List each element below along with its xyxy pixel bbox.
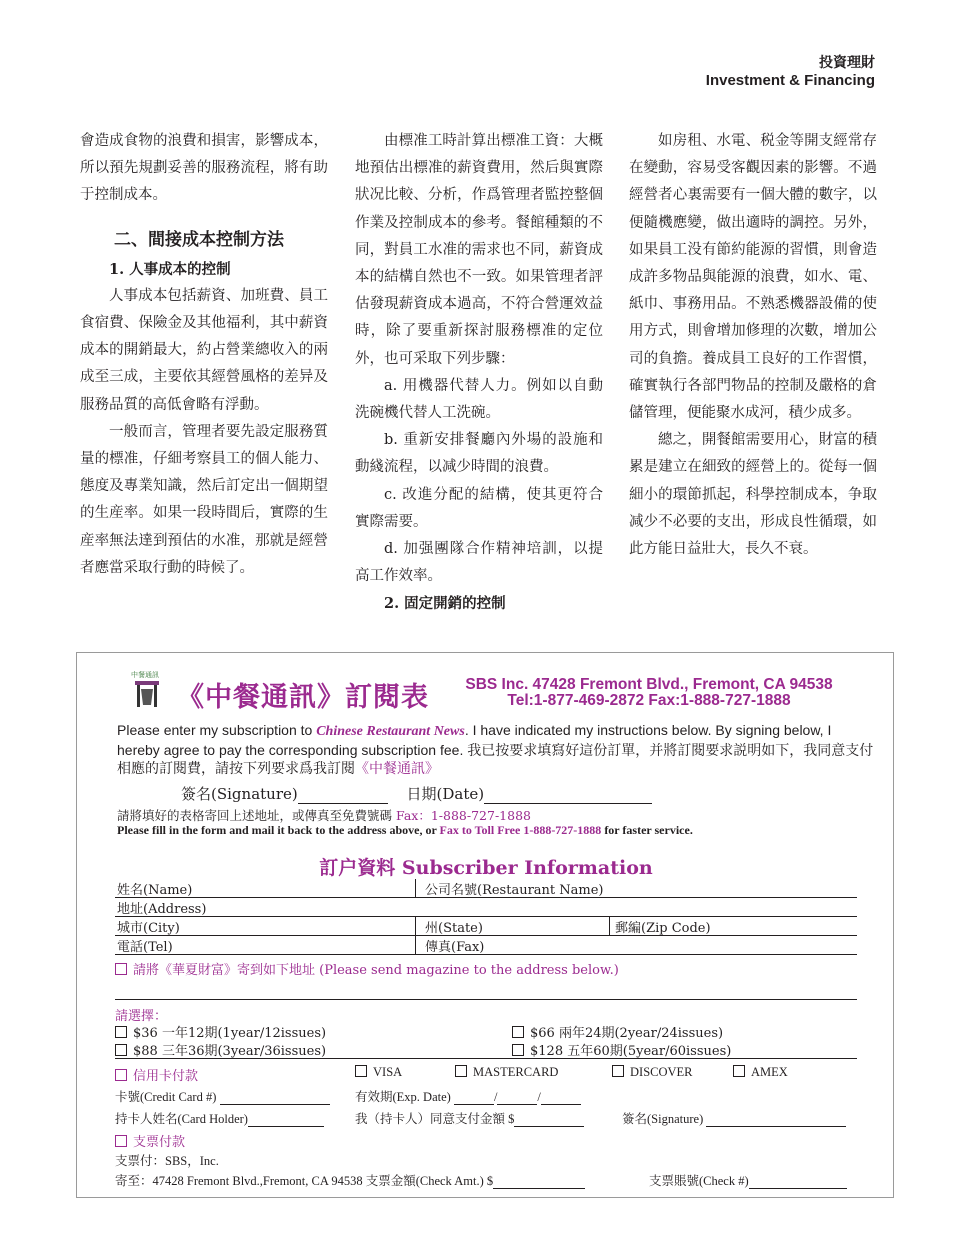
company-phone: Tel:1-877-469-2872 Fax:1-888-727-1888: [507, 692, 791, 709]
article-column-2: [355, 128, 603, 618]
mail-to-row: 寄至：47428 Fremont Blvd.,Fremont, CA 94538 支票金額(Check Amt.) $: [115, 1171, 585, 1189]
paragraph: b. 重新安排餐廳內外場的設施和動綫流程，以减少時間的浪費。: [355, 432, 603, 476]
intro-paragraph: Please enter my subscription to Chinese Restaurant News. I have indicated my instructions below. By signing below, I hereby agree to pay the corresponding subscription fee. 我已按要求填寫好這份訂單，并將訂閱要求説明如下，我同意支付相應的訂閱費，請按下列要求爲我訂閱《中餐通訊》: [117, 722, 874, 776]
choose-label: 請選擇：: [115, 1009, 168, 1024]
card-discover[interactable]: DISCOVER: [612, 1065, 693, 1080]
checkbox-icon[interactable]: [115, 1069, 127, 1081]
name-field[interactable]: 姓名(Name): [117, 883, 193, 898]
zip-field[interactable]: 郵編(Zip Code): [615, 921, 711, 936]
signature2-row: 簽名(Signature): [622, 1109, 846, 1127]
check-amount-field[interactable]: [493, 1188, 585, 1189]
city-field[interactable]: 城市(City): [117, 921, 180, 936]
checkbox-icon[interactable]: [612, 1065, 624, 1077]
expiry-field[interactable]: [454, 1104, 494, 1105]
card-number-field[interactable]: [220, 1104, 330, 1105]
checkbox-icon[interactable]: [115, 1026, 127, 1038]
checkbox-icon[interactable]: [115, 1044, 127, 1056]
checkbox-icon[interactable]: [115, 963, 127, 975]
paragraph: d. 加强團隊合作精神培訓，以提高工作效率。: [355, 541, 603, 585]
section-title-zh: 投資理財: [819, 55, 875, 71]
check-option[interactable]: 支票付款: [115, 1131, 185, 1150]
form-title: 《中餐通訊》訂閱表: [177, 682, 429, 713]
svg-text:中餐通訊: 中餐通訊: [131, 671, 159, 679]
signature2-field[interactable]: [706, 1126, 846, 1127]
paragraph: 會造成食物的浪費和損害，影響成本，所以預先規劃妥善的服務流程，將有助于控制成本。: [80, 133, 328, 204]
card-number-row: 卡號(Credit Card #): [115, 1087, 330, 1105]
option-66[interactable]: $66 兩年24期(2year/24issues): [512, 1022, 723, 1041]
city-row: [115, 917, 857, 936]
section-heading: 1. 人事成本的控制: [109, 260, 231, 278]
paragraph: c. 改進分配的結構，使其更符合實際需要。: [355, 486, 603, 530]
subscriber-info-heading: 訂户資料 Subscriber Information: [319, 857, 653, 879]
address-row: [115, 898, 857, 917]
article-column-3: [629, 128, 877, 563]
amount-field[interactable]: [514, 1126, 584, 1127]
card-visa[interactable]: VISA: [355, 1065, 402, 1080]
paragraph: 人事成本包括薪資、加班費、員工食宿費、保險金及其他福利，其中薪資成本的開銷最大，約占營業總收入的兩成至三成，主要依其經營風格的差异及服務品質的高低會略有浮動。: [80, 287, 328, 413]
paragraph: 總之，開餐館需要用心，財富的積累是建立在細致的經營上的。從每一個細小的環節抓起，科學控制成本，争取减少不必要的支出，形成良性循環，如此方能日益壯大，長久不衰。: [629, 432, 877, 558]
card-amex[interactable]: AMEX: [733, 1065, 788, 1080]
checkbox-icon[interactable]: [455, 1065, 467, 1077]
address-field[interactable]: 地址(Address): [117, 902, 207, 917]
paragraph: 由標准工時計算出標准工資：大概地預估出標准的薪資費用，然后與實際狀况比較、分析，作爲管理者監控整個作業及控制成本的參考。餐館種類的不同，對員工水准的需求也不同，薪資成本的結構自然也不一致。如果管理者評估發現薪資成本過高，不符合營運效益時，除了要重新探討服務標准的定位外，也可采取下列步驟：: [355, 133, 603, 367]
paragraph: 一般而言，管理者要先設定服務質量的標准，仔細考察員工的個人能力、態度及專業知識，然后訂定出一個期望的生産率。如果一段時間后，實際的生産率無法達到預估的水准，那就是經營者應當采取行動的時候了。: [80, 423, 328, 576]
check-number-row: 支票賬號(Check #): [649, 1171, 847, 1189]
signature-date-row: 簽名(Signature) 日期(Date): [181, 783, 652, 804]
tel-field[interactable]: 電話(Tel): [117, 940, 173, 955]
option-88[interactable]: $88 三年36期(3year/36issues): [115, 1040, 326, 1059]
option-36[interactable]: $36 一年12期(1year/12issues): [115, 1022, 326, 1041]
fax-field[interactable]: 傳真(Fax): [425, 940, 485, 955]
newspaper-logo-icon: [129, 669, 165, 711]
checkbox-icon[interactable]: [512, 1044, 524, 1056]
expiry-row: 有效期(Exp. Date) / /: [355, 1087, 581, 1105]
payable-to: 支票付：SBS，Inc.: [115, 1154, 219, 1168]
card-holder-row: 持卡人姓名(Card Holder): [115, 1109, 324, 1127]
state-field[interactable]: 州(State): [425, 921, 483, 936]
checkbox-icon[interactable]: [355, 1065, 367, 1077]
instruction-en: Please fill in the form and mail it back to the address above, or Fax to Toll Free 1-888-727-1888 for faster service.: [117, 823, 693, 837]
checkbox-icon[interactable]: [115, 1135, 127, 1147]
alt-address-option[interactable]: 請將《華夏財富》寄到如下地址 (Please send magazine to the address below.): [115, 959, 619, 978]
paragraph: 如房租、水電、税金等開支經常存在變動，容易受客觀因素的影響。不過經營者心裏需要有一個大體的數字，以便隨機應變，做出適時的調控。另外，如果員工没有節約能源的習慣，則會造成許多物品與能源的浪費，如水、電、紙巾、事務用品。不熟悉機器設備的使用方式，則會增加修理的次數，增加公司的負擔。養成員工良好的工作習慣，確實執行各部門物品的控制及嚴格的倉儲管理，便能聚水成河，積少成多。: [629, 133, 877, 422]
checkbox-icon[interactable]: [512, 1026, 524, 1038]
section-heading: 二、間接成本控制方法: [114, 229, 284, 250]
date-field[interactable]: [484, 803, 652, 804]
contact-info: [449, 677, 849, 709]
paragraph: a. 用機器代替人力。例如以自動洗碗機代替人工洗碗。: [355, 377, 603, 422]
card-holder-field[interactable]: [248, 1126, 324, 1127]
name-row: [115, 879, 857, 898]
article-column-1: [80, 128, 328, 582]
company-address: SBS Inc. 47428 Fremont Blvd., Fremont, CA 94538: [465, 676, 833, 693]
subscription-form: [76, 652, 894, 1198]
signature-field[interactable]: [298, 803, 388, 804]
section-title-en: Investment & Financing: [705, 72, 875, 89]
option-128[interactable]: $128 五年60期(5year/60issues): [512, 1040, 731, 1059]
tel-row: [115, 936, 857, 955]
check-number-field[interactable]: [749, 1188, 847, 1189]
company-field[interactable]: 公司名號(Restaurant Name): [425, 883, 604, 898]
card-mastercard[interactable]: MASTERCARD: [455, 1065, 558, 1080]
instruction-zh: 請將填好的表格寄回上述地址，或傳真至免費號碼 Fax：1-888-727-1888: [117, 808, 531, 823]
credit-card-option[interactable]: 信用卡付款: [115, 1065, 198, 1084]
checkbox-icon[interactable]: [733, 1065, 745, 1077]
section-heading: 2. 固定開銷的控制: [384, 595, 506, 613]
amount-row: 我（持卡人）同意支付金額 $: [355, 1109, 584, 1127]
alt-address-line[interactable]: [115, 999, 857, 1000]
